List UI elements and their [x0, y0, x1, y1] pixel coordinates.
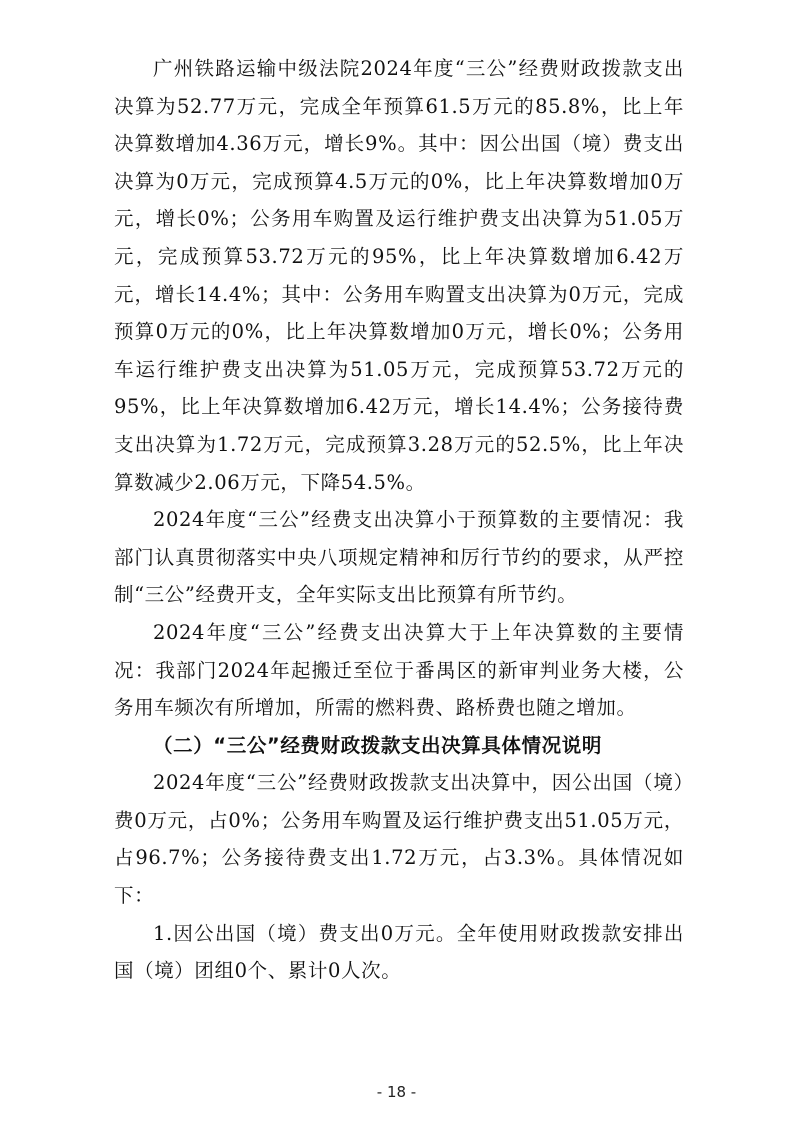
- page-number: - 18 -: [376, 1083, 417, 1101]
- paragraph-breakdown: 2024年度“三公”经费财政拨款支出决算中，因公出国（境）费0万元，占0%；公务用车购置及运行维护费支出51.05万元，占96.7%；公务接待费支出1.72万元，占3.3%。具体情况如下：: [114, 771, 684, 908]
- paragraph-summary: 广州铁路运输中级法院2024年度“三公”经费财政拨款支出决算为52.77万元，完成全年预算61.5万元的85.8%，比上年决算数增加4.36万元，增长9%。其中：因公出国（境）费支出决算为0万元，完成预算4.5万元的0%，比上年决算数增加0万元，增长0%；公务用车购置及运行维护费支出决算为51.05万元，完成预算53.72万元的95%，比上年决算数增加6.42万元，增长14.4%；其中：公务用车购置支出决算为0万元，完成预算0万元的0%，比上年决算数增加0万元，增长0%；公务用车运行维护费支出决算为51.05万元，完成预算53.72万元的95%，比上年决算数增加6.42万元，增长14.4%；公务接待费支出决算为1.72万元，完成预算3.28万元的52.5%，比上年决算数减少2.06万元，下降54.5%。: [114, 57, 684, 494]
- section-heading: （二）“三公”经费财政拨款支出决算具体情况说明: [153, 733, 602, 757]
- paragraph-overseas-travel: 1.因公出国（境）费支出0万元。全年使用财政拨款安排出国（境）团组0个、累计0人次。: [114, 921, 684, 983]
- document-body: [114, 50, 684, 990]
- paragraph-over-last-year: 2024年度“三公”经费支出决算大于上年决算数的主要情况：我部门2024年起搬迁至位于番禺区的新审判业务大楼，公务用车频次有所增加，所需的燃料费、路桥费也随之增加。: [114, 620, 684, 720]
- paragraph-under-budget: 2024年度“三公”经费支出决算小于预算数的主要情况：我部门认真贯彻落实中央八项规定精神和厉行节约的要求，从严控制“三公”经费开支，全年实际支出比预算有所节约。: [114, 508, 684, 607]
